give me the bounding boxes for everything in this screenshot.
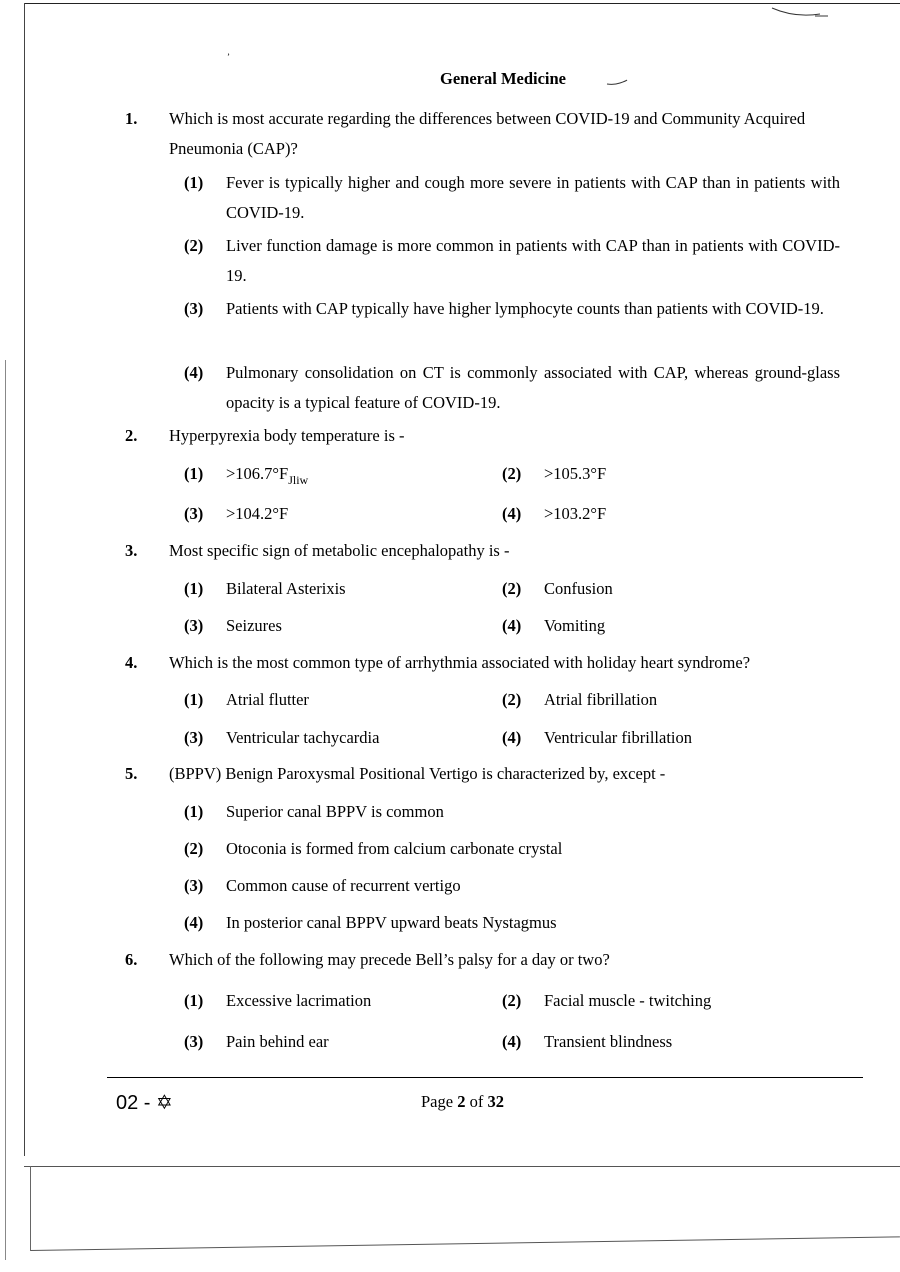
option-number: (3): [184, 299, 204, 318]
option-number: (2): [502, 464, 522, 483]
page-indicator: [421, 1092, 504, 1112]
option-number: (2): [502, 579, 522, 598]
scan-edge-left-outer: [5, 360, 6, 1260]
option-number: (3): [184, 728, 204, 747]
option-number: (1): [184, 464, 204, 483]
option-text: Vomiting: [544, 616, 606, 635]
option-text: Confusion: [544, 579, 613, 598]
question-text: Which is the most common type of arrhythmia associated with holiday heart syndrome?: [169, 653, 751, 672]
scan-corner-mark: [770, 4, 830, 20]
question-number: 4.: [125, 653, 138, 672]
option-text: Atrial fibrillation: [544, 690, 658, 709]
question-text: (BPPV) Benign Paroxysmal Positional Vertigo is characterized by, except -: [169, 764, 666, 783]
page-of-label: of: [469, 1092, 484, 1111]
option-number: (1): [184, 173, 204, 192]
option-number: (1): [184, 802, 204, 821]
section-title: General Medicine: [440, 69, 567, 88]
question-text: Which of the following may precede Bell’s palsy for a day or two?: [169, 950, 610, 969]
scan-edge-left: [24, 3, 25, 1156]
scan-edge-top: [24, 3, 900, 4]
option-text: Superior canal BPPV is common: [226, 802, 444, 821]
option-text: Bilateral Asterixis: [226, 579, 346, 598]
option-text: Ventricular fibrillation: [544, 728, 692, 747]
option-text: >104.2°F: [226, 504, 289, 523]
option-text: In posterior canal BPPV upward beats Nystagmus: [226, 913, 557, 932]
option-text: Facial muscle - twitching: [544, 991, 712, 1010]
scan-edge-bottom-left: [30, 1166, 31, 1251]
star-of-david-icon: ✡: [156, 1092, 173, 1114]
page-total: 32: [487, 1092, 504, 1111]
option-number: (3): [184, 1032, 204, 1051]
option-number: (2): [184, 839, 204, 858]
option-number: (3): [184, 616, 204, 635]
option-number: (4): [502, 728, 522, 747]
option-text: Pulmonary consolidation on CT is commonly associated with CAP, whereas ground-glass opacity is a typical feature of COVID-19.: [226, 363, 840, 412]
option-number: (4): [502, 616, 522, 635]
question-text: Most specific sign of metabolic encephalopathy is -: [169, 541, 510, 560]
question-text: Which is most accurate regarding the differences between COVID-19 and Community Acquired Pneumonia (CAP)?: [169, 109, 806, 158]
option-text: Seizures: [226, 616, 282, 635]
option-text: >105.3°F: [544, 464, 607, 483]
page-label: Page: [421, 1092, 454, 1111]
handwritten-annotation: Jliw: [288, 473, 309, 487]
option-text: Common cause of recurrent vertigo: [226, 876, 461, 895]
option-text: Excessive lacrimation: [226, 991, 372, 1010]
option-text: Liver function damage is more common in patients with CAP than in patients with COVID-19.: [226, 236, 840, 285]
option-number: (2): [502, 690, 522, 709]
question-number: 2.: [125, 426, 138, 445]
scan-edge-bottom: [24, 1166, 900, 1167]
footer-rule: [107, 1077, 863, 1078]
question-number: 3.: [125, 541, 138, 560]
option-text: >103.2°F: [544, 504, 607, 523]
option-number: (1): [184, 690, 204, 709]
option-text: Atrial flutter: [226, 690, 309, 709]
page-current: 2: [457, 1092, 466, 1111]
booklet-code: [116, 1090, 173, 1115]
option-number: (3): [184, 504, 204, 523]
scan-edge-bottom-lower: [30, 1236, 900, 1251]
option-text: Patients with CAP typically have higher lymphocyte counts than patients with COVID-19.: [226, 299, 824, 318]
option-number: (3): [184, 876, 204, 895]
stray-mark: ʼ: [227, 52, 230, 62]
question-number: 1.: [125, 109, 138, 128]
option-number: (4): [184, 913, 204, 932]
option-number: (1): [184, 991, 204, 1010]
option-text: >106.7°F: [226, 464, 289, 483]
option-text: Otoconia is formed from calcium carbonate crystal: [226, 839, 563, 858]
question-number: 5.: [125, 764, 138, 783]
option-number: (4): [184, 363, 204, 382]
option-number: (2): [184, 236, 204, 255]
option-number: (1): [184, 579, 204, 598]
option-text: Fever is typically higher and cough more severe in patients with CAP than in patients with COVID-19.: [226, 173, 840, 222]
pen-squiggle: [606, 78, 628, 86]
question-text: Hyperpyrexia body temperature is -: [169, 426, 405, 445]
question-number: 6.: [125, 950, 138, 969]
option-number: (4): [502, 504, 522, 523]
option-text: Pain behind ear: [226, 1032, 329, 1051]
option-text: Transient blindness: [544, 1032, 673, 1051]
option-text: Ventricular tachycardia: [226, 728, 380, 747]
option-number: (4): [502, 1032, 522, 1051]
option-number: (2): [502, 991, 522, 1010]
booklet-code-text: 02 -: [116, 1092, 151, 1114]
option-text-wrap: [226, 464, 308, 488]
